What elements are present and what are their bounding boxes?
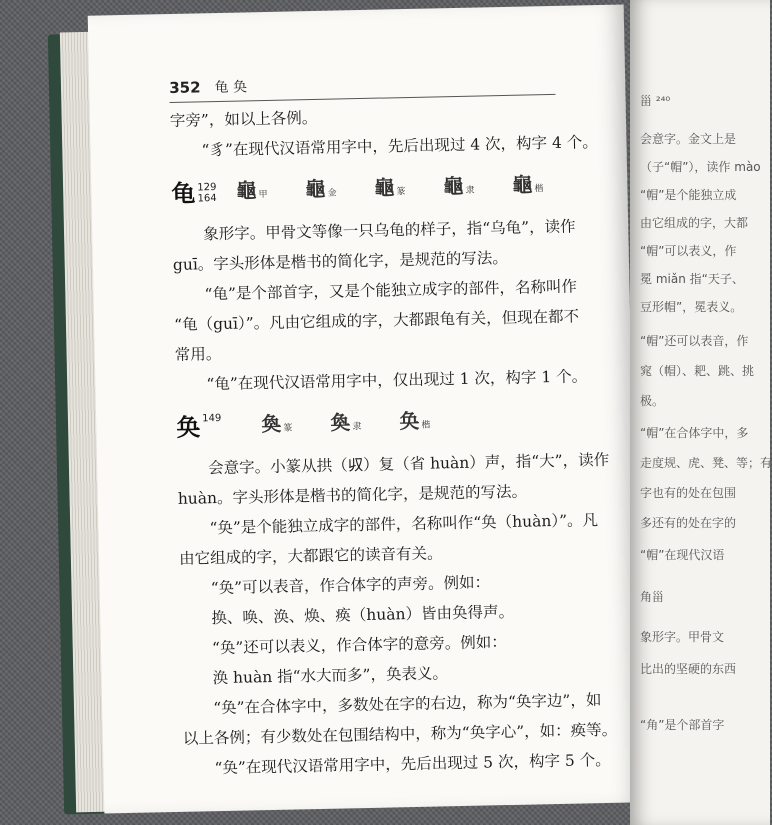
text-line: “奂”是个能独立成字的部件，名称叫作“奂（huàn）”。凡: [209, 511, 599, 538]
right-page-line: 角甾: [640, 590, 665, 604]
text-line: 会意字。小篆从拱（𠬞）复（省 huàn）声，指“大”，读作: [208, 450, 610, 478]
right-page-line: “角”是个部首字: [640, 718, 725, 732]
text-line: 以上各例；有少数处在包围结构中，称为“奂字心”，如：痪等。: [182, 720, 618, 748]
ancient-glyph: 奂: [399, 408, 420, 433]
page-header-title: 龟 奂: [214, 79, 248, 97]
entry-index: 149: [202, 412, 222, 425]
body-text: [169, 98, 618, 784]
text-line: “龟”是个部首字，又是个能独立成字的部件，名称叫作: [204, 277, 578, 304]
glyph-label: 篆: [283, 423, 293, 434]
entry-heading-gui: [171, 168, 568, 212]
text-line: 换、唤、涣、焕、痪（huàn）皆由奂得声。: [211, 602, 515, 628]
ancient-glyph: 奐: [330, 409, 351, 435]
entry-char: 奂: [176, 412, 201, 442]
ancient-glyph: 奐: [261, 411, 282, 436]
glyph-label: 甲: [258, 189, 268, 200]
page-header: [169, 70, 555, 103]
right-page-line: 象形字。甲骨文: [640, 630, 725, 644]
text-line: 由它组成的字，大都跟它的读音有关。: [178, 544, 443, 568]
right-page-line: 由它组成的字，大都: [640, 216, 749, 230]
right-page-line: “帽”可以表义，作: [640, 244, 737, 258]
ancient-glyph: 龜: [512, 171, 533, 197]
right-page-line: 豆形帽”，冕表义。: [640, 300, 743, 314]
right-page: [630, 0, 770, 825]
entry-char: 龟: [171, 178, 196, 208]
glyph-label: 楷: [421, 420, 431, 431]
text-line: 字旁”，如以上各例。: [169, 108, 318, 130]
ancient-glyph: 龜: [374, 174, 395, 200]
glyph-form: [261, 408, 293, 444]
text-line: “奂”可以表音，作合体字的声旁。例如：: [210, 573, 491, 598]
text-line: 象形字。甲骨文等像一只乌龟的样子，指“乌龟”，读作: [203, 217, 576, 244]
right-page-line: “帽”在合体字中，多: [640, 426, 749, 440]
left-page: [88, 4, 641, 813]
text-line: 常用。: [174, 344, 222, 364]
right-page-line: 冕 miǎn 指“天子、: [640, 272, 744, 286]
right-page-line: “帽”在现代汉语: [640, 548, 725, 562]
text-line: “奂”在现代汉语常用字中，先后出现过 5 次，构字 5 个。: [214, 750, 611, 778]
right-page-line: “帽”还可以表音，作: [640, 334, 749, 348]
text-line: “奂”在合体字中，多数处在字的右边，称为“奂字边”，如: [213, 691, 602, 718]
page-number: 352: [169, 78, 201, 98]
ancient-glyph: 龜: [305, 176, 326, 201]
glyph-form: [305, 173, 337, 209]
ancient-glyph: 龜: [443, 173, 464, 198]
right-page-line: 会意字。金文上是: [640, 132, 737, 146]
entry-heading-huan: [176, 402, 573, 446]
right-page-line: 走度规、虎、凳、等；有: [640, 456, 772, 470]
ancient-glyph: 龜: [236, 177, 257, 203]
right-page-line: 窕（帽）、耙、跳、挑: [640, 364, 755, 378]
text-line: “奂”还可以表义，作合体字的意旁。例如：: [211, 633, 507, 658]
right-page-line: （子“帽”），读作 mào: [640, 160, 761, 174]
right-page-line: 多还有的处在字的: [640, 516, 737, 530]
right-page-line: 甾 ²⁴⁰: [640, 94, 671, 108]
right-page-line: 字也有的处在包围: [640, 486, 737, 500]
glyph-label: 楷: [534, 183, 544, 194]
glyph-label: 金: [327, 188, 337, 199]
glyph-label: 篆: [396, 186, 406, 197]
index-top: 129: [197, 182, 217, 194]
text-line: “龟（guī）”。凡由它组成的字，大都跟龟有关，但现在都不: [174, 307, 580, 334]
text-line: “豸”在现代汉语常用字中，先后出现过 4 次，构字 4 个。: [201, 133, 598, 160]
glyph-form: [236, 174, 268, 210]
glyph-form: [374, 172, 406, 208]
right-page-line: 极。: [640, 394, 665, 408]
text-line: guī。字头形体是楷书的简化字，是规范的写法。: [172, 248, 508, 274]
right-page-line: 比出的坚硬的东西: [640, 662, 737, 676]
glyph-form: [512, 169, 544, 205]
entry-index: [197, 182, 217, 204]
index-bottom: 164: [197, 193, 217, 205]
glyph-label: 隶: [352, 421, 362, 432]
right-page-line: “帽”是个能独立成: [640, 188, 737, 202]
glyph-form: [399, 405, 431, 441]
text-line: 涣 huàn 指“水大而多”，奂表义。: [212, 664, 449, 688]
glyph-form: [443, 170, 475, 206]
text-line: huàn。字头形体是楷书的简化字，是规范的写法。: [177, 482, 528, 508]
glyph-label: 隶: [465, 185, 475, 196]
text-line: “龟”在现代汉语常用字中，仅出现过 1 次，构字 1 个。: [206, 367, 588, 394]
glyph-form: [330, 407, 362, 443]
